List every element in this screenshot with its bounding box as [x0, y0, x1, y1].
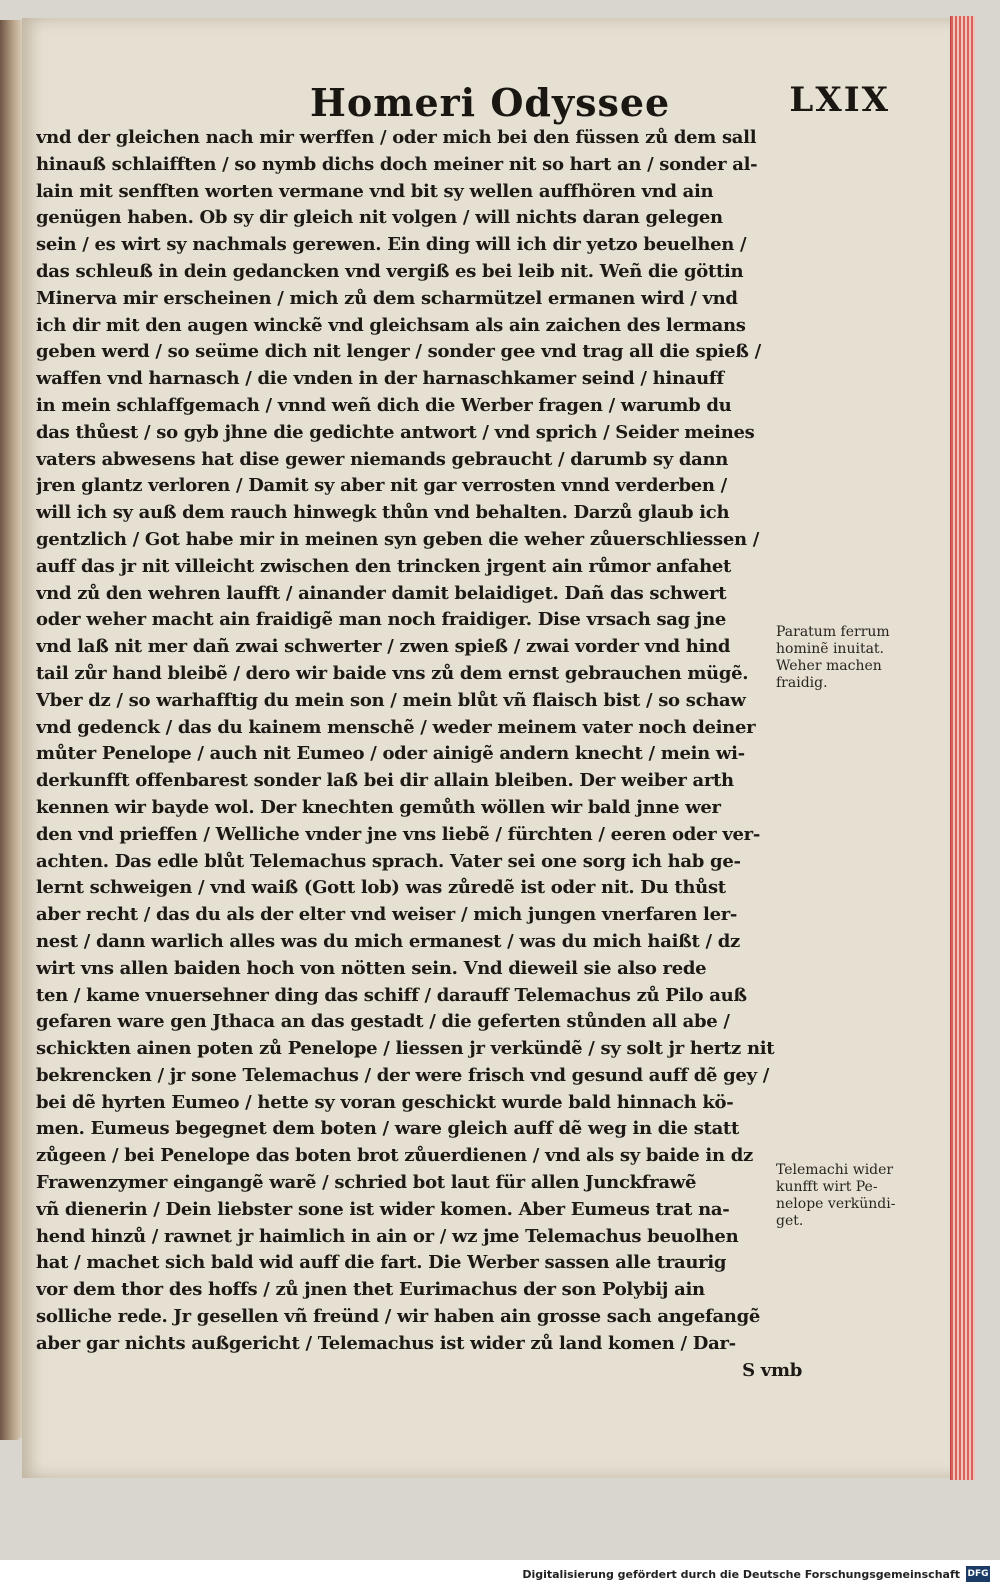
margin-note-line: Telemachi wider [776, 1162, 894, 1178]
text-line: hinauß schlaifften / so nymb dichs doch meiner nit so hart an / sonder al- [36, 153, 758, 175]
text-line: will ich sy auß dem rauch hinwegk thůn vnd behalten. Darzů glaub ich [36, 502, 730, 524]
text-line: vaters abwesens hat dise gewer niemands gebraucht / darumb sy dann [36, 448, 729, 470]
running-head [310, 80, 910, 130]
catchword: S vmb [742, 1359, 802, 1381]
text-line: hend hinzů / rawnet jr haimlich in ain or / wz jme Telemachus beuolhen [36, 1225, 739, 1247]
text-line: Minerva mir erscheinen / mich zů dem scharmützel ermanen wird / vnd [36, 287, 738, 309]
margin-note-line: hominẽ inuitat. [776, 641, 884, 657]
text-line: sein / es wirt sy nachmals gerewen. Ein ding will ich dir yetzo beuelhen / [36, 234, 747, 256]
margin-note-line: kunfft wirt Pe- [776, 1179, 878, 1195]
previous-page-edge [0, 20, 22, 1440]
text-line: zůgeen / bei Penelope das boten brot zůuerdienen / vnd als sy baide in dz [36, 1145, 753, 1167]
text-line: gentzlich / Got habe mir in meinen syn geben die weher zůuerschliessen / [36, 528, 760, 550]
footer-bar [0, 1560, 1000, 1592]
text-line: auff das jr nit villeicht zwischen den trincken jrgent ain růmor anfahet [36, 555, 732, 577]
margin-note-telemachi [776, 1162, 936, 1230]
book-title: Homeri Odyssee [310, 80, 671, 125]
text-line: ich dir mit den augen winckẽ vnd gleichsam als ain zaichen des lermans [36, 314, 746, 336]
text-line: jren glantz verloren / Damit sy aber nit gar verrosten vnnd verderben / [36, 475, 727, 497]
text-line: vor dem thor des hoffs / zů jnen thet Eurimachus der son Polybij ain [36, 1279, 705, 1301]
text-line: vnd gedenck / das du kainem menschẽ / weder meinem vater noch deiner [36, 716, 756, 738]
text-line: nest / dann warlich alles was du mich ermanest / was du mich haißt / dz [36, 930, 740, 952]
text-line: men. Eumeus begegnet dem boten / ware gleich auff dẽ weg in die statt [36, 1118, 739, 1140]
text-line: gefaren ware gen Jthaca an das gestadt / die geferten stůnden all abe / [36, 1011, 730, 1033]
text-line: schickten ainen poten zů Penelope / liessen jr verkündẽ / sy solt jr hertz nit [36, 1038, 775, 1060]
folio-number: LXIX [789, 80, 890, 120]
main-text-block [36, 125, 806, 1384]
text-line: aber gar nichts außgericht / Telemachus ist wider zů land komen / Dar- [36, 1332, 736, 1354]
margin-note-line: Weher machen [776, 658, 882, 674]
margin-note-line: fraidig. [776, 675, 828, 691]
dfg-logo: DFG [966, 1566, 990, 1582]
text-line: lernt schweigen / vnd waiß (Gott lob) was zůredẽ ist oder nit. Du thůst [36, 877, 726, 899]
text-line: můter Penelope / auch nit Eumeo / oder ainigẽ andern knecht / mein wi- [36, 743, 745, 765]
text-line: solliche rede. Jr gesellen vñ freünd / wir haben ain grosse sach angefangẽ [36, 1306, 761, 1328]
text-line: wirt vns allen baiden hoch von nötten sein. Vnd dieweil sie also rede [36, 957, 707, 979]
text-line: geben werd / so seüme dich nit lenger / sonder gee vnd trag all die spieß / [36, 341, 761, 363]
text-line: oder weher macht ain fraidigẽ man noch fraidiger. Dise vrsach sag jne [36, 609, 727, 631]
text-line: bekrencken / jr sone Telemachus / der were frisch vnd gesund auff dẽ gey / [36, 1064, 769, 1086]
text-line: lain mit senfften worten vermane vnd bit sy wellen auffhören vnd ain [36, 180, 714, 202]
text-line: vñ dienerin / Dein liebster sone ist wider komen. Aber Eumeus trat na- [36, 1198, 730, 1220]
text-line: vnd der gleichen nach mir werffen / oder mich bei den füssen zů dem sall [36, 127, 757, 148]
text-line: derkunfft offenbarest sonder laß bei dir allain bleiben. Der weiber arth [36, 770, 734, 792]
funding-credit: Digitalisierung gefördert durch die Deutsche Forschungsgemeinschaft [522, 1568, 960, 1581]
text-line: tail zůr hand bleibẽ / dero wir baide vns zů dem ernst gebrauchen mügẽ. [36, 662, 749, 684]
text-line: Vber dz / so warhafftig du mein son / mein blůt vñ flaisch bist / so schaw [36, 689, 746, 711]
text-line: den vnd prieffen / Welliche vnder jne vns liebẽ / fürchten / eeren oder ver- [36, 823, 761, 845]
margin-note-paratum [776, 624, 936, 692]
margin-note-line: Paratum ferrum [776, 624, 890, 640]
text-line: Frawenzymer eingangẽ warẽ / schried bot laut für allen Junckfrawẽ [36, 1172, 697, 1194]
text-line: das thůest / so gyb jhne die gedichte antwort / vnd sprich / Seider meines [36, 421, 755, 443]
text-line: genügen haben. Ob sy dir gleich nit volgen / will nichts daran gelegen [36, 207, 723, 229]
text-line: in mein schlaffgemach / vnnd weñ dich die Werber fragen / warumb du [36, 394, 732, 416]
red-page-edges [950, 16, 975, 1480]
text-line: bei dẽ hyrten Eumeo / hette sy voran geschickt wurde bald hinnach kö- [36, 1091, 734, 1113]
margin-note-line: get. [776, 1213, 804, 1229]
margin-note-line: nelope verkündi- [776, 1196, 896, 1212]
text-line: vnd laß nit mer dañ zwai schwerter / zwen spieß / zwai vorder vnd hind [36, 636, 731, 658]
text-line: hat / machet sich bald wid auff die fart. Die Werber sassen alle traurig [36, 1252, 727, 1274]
text-line: kennen wir bayde wol. Der knechten gemůth wöllen wir bald jnne wer [36, 796, 721, 818]
text-line: ten / kame vnuersehner ding das schiff / darauff Telemachus zů Pilo auß [36, 984, 747, 1006]
text-line: aber recht / das du als der elter vnd weiser / mich jungen vnerfaren ler- [36, 904, 738, 926]
text-line: das schleuß in dein gedancken vnd vergiß es bei leib nit. Weñ die göttin [36, 260, 744, 282]
text-line: achten. Das edle blůt Telemachus sprach. Vater sei one sorg ich hab ge- [36, 850, 741, 872]
text-line: waffen vnd harnasch / die vnden in der harnaschkamer seind / hinauff [36, 368, 724, 390]
text-line: vnd zů den wehren laufft / ainander damit belaidiget. Dañ das schwert [36, 582, 727, 604]
